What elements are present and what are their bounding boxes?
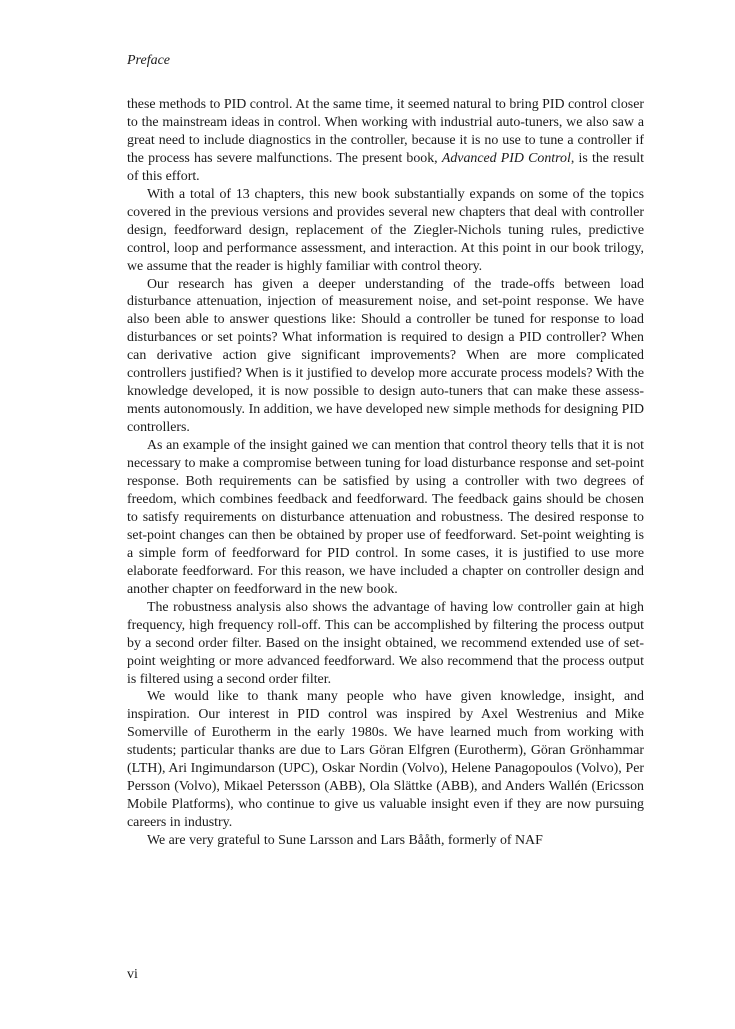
running-head: Preface (127, 53, 171, 68)
paragraph: We are very grateful to Sune Larsson and Lars Bååth, formerly of NAF (147, 833, 543, 849)
body-text (127, 96, 644, 850)
page-number: vi (127, 967, 138, 982)
paragraph: We would like to thank many people who have given knowledge, insight, and inspiration. Our interest in PID control was inspired by Axel Westrenius and Mike Somerville of Eurotherm in the early 1980s. We have learned much from working with students; particular thanks are due to Lars Göran Elfgren (Eurotherm), Göran Grönhammar (LTH), Ari Ingimundarson (UPC), Oskar Nordin (Volvo), Helene Panagopoulos (Volvo), Per Persson (Volvo), Mikael Petersson (ABB), Ola Slättke (ABB), and Anders Wallén (Ericsson Mobile Platforms), who continue to give us valuable insight even if they are now pursuing careers in industry. (127, 689, 644, 831)
paragraph: With a total of 13 chapters, this new book substantially expands on some of the topics covered in the previous versions and provides several new chapters that deal with controller design, feedforward design, replacement of the Ziegler-Nichols tuning rules, predictive control, loop and performance assessment, and interaction. At this point in our book trilogy, we assume that the reader is highly familiar with control theory. (127, 186, 644, 274)
paragraph (127, 96, 644, 186)
paragraph-text: , is the result of this effort. (127, 150, 644, 184)
paragraph-text: these methods to PID control. At the same time, it seemed natural to bring PID control closer to the mainstream ideas in control. When working with industrial auto-tuners, we also saw a great need to include diagnostics in the controller, because it is no use to tune a controller if the process has severe malfunctions. The present book, (127, 97, 644, 166)
paragraph: The robustness analysis also shows the advantage of having low controller gain at high frequency, high frequency roll-off. This can be accomplished by filtering the process output by a second order filter. Based on the insight obtained, we recommend extended use of set-point weighting or more advanced feedforward. We also recommend that the process output is filtered using a second order filter. (127, 599, 644, 687)
paragraph: As an example of the insight gained we can mention that control theory tells that it is not necessary to make a compromise between tuning for load disturbance response and set-point response. Both requirements can be satisfied by using a controller with two degrees of freedom, which combines feedback and feedforward. The feedback gains should be chosen to satisfy requirements on disturbance attenuation and robustness. The desired response to set-point changes can then be obtained by proper use of feedforward. Set-point weighting is a simple form of feedforward for PID control. In some cases, it is justified to use more elaborate feedforward. For this reason, we have included a chapter on controller design and another chapter on feedforward in the new book. (127, 438, 644, 597)
book-title: Advanced PID Control (441, 150, 571, 166)
paragraph: Our research has given a deeper understanding of the trade-offs between load disturbance attenuation, injection of measurement noise, and set-point response. We have also been able to answer questions like: Should a controller be tuned for response to load disturbances or set points? What information is required to design a PID controller? When can derivative action give significant improvements? When are more complicated controllers justified? When is it justified to develop more accurate process models? With the knowledge developed, it is now possible to design auto-tuners that can make these assessments autonomously. In addition, we have developed new simple methods for designing PID controllers. (127, 276, 644, 436)
